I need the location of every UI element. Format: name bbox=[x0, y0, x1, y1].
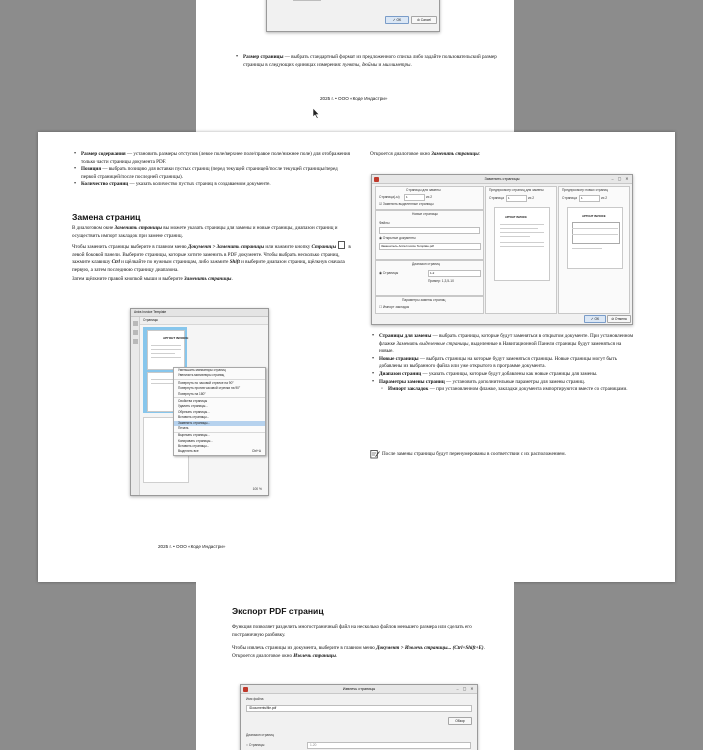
radio-selected-icon: ◉ bbox=[379, 271, 383, 275]
note-pencil-icon bbox=[370, 449, 380, 459]
checkbox-icon: ☐ bbox=[379, 305, 383, 309]
preview-replace-panel: Предпросмотр страниц для замены Страница 1 из 2 АРГОНТ INVOICE bbox=[485, 186, 557, 314]
app-title-bar: Anira Invoice Template bbox=[131, 309, 268, 317]
menu-item-rotate-ccw[interactable]: Повернуть против часовой стрелки на 90° bbox=[178, 386, 241, 391]
export-body bbox=[232, 624, 496, 660]
replace-params-group: Параметры замены страниц ☐ Импорт закладок bbox=[375, 296, 484, 314]
pages-to-replace-bullet: • Страницы для замены — выбрать страницы, которые будут заменяться в открытом документе. При установленном флажке Заменить выделенные страницы, выделенные в Навигационной Панели страницы будут заменяться на новые. bbox=[370, 333, 634, 356]
cancel-button[interactable]: ⊘ Cancel bbox=[411, 16, 437, 24]
page-range-group: Диапазон страниц ◉ Страницы 1-2 Пример: 1,3,5-10 bbox=[375, 260, 484, 296]
paragraph-1: В диалоговом окне Заменить страницы вы можете указать страницы для замены и новые страницы, диапазон страниц и осуществить импорт закладок при замене страниц. bbox=[72, 225, 338, 239]
new-pages-group: Новые страницы Файлы ◉ Открытые документы Заменитель Anira Invoice Template.pdf bbox=[375, 210, 484, 260]
mouse-cursor-icon bbox=[312, 108, 320, 119]
position-bullet: • Позиция — выбрать позицию для вставки пустых страниц (перед текущей страницей/после текущей страницы/перед первой страницей/после последней страницы). bbox=[72, 166, 352, 181]
right-bullets bbox=[370, 333, 634, 394]
page-thumbnail[interactable]: АРГОНТ INVOICE bbox=[147, 330, 185, 370]
content-size-bullet: • Размер содержания — установить размеры отступов (левое поле/верхнее поле/правое поле/нижнее поле) для отображения только части страницы документа PDF. bbox=[72, 151, 352, 166]
section-heading-replace: Замена страниц bbox=[72, 212, 141, 222]
page-size-bullet: • Размер страницы — выбрать стандартный формат из предложенного списка либо задайте пользовательский размер страницы в следующих единицах измерения: пункты, дюймы и миллиметры. bbox=[234, 54, 505, 69]
import-bookmarks-bullet: ◦ Импорт закладок — при установленном флажке, закладки документа импортируются вместе со страницами. bbox=[370, 386, 634, 394]
zoom-readout: 100 % bbox=[252, 487, 262, 491]
dialog-intro: Откроется диалоговое окно Заменить страницы: bbox=[370, 151, 481, 157]
menu-item-shrink-thumbs[interactable]: Уменьшить миниатюры страниц bbox=[178, 368, 226, 372]
export-paragraph-1: Функция позволяет разделить многостраничный файл на несколько файлов меньшего размера или сделать его постраничную разбивку. bbox=[232, 624, 472, 638]
context-menu bbox=[173, 367, 266, 456]
page-range-bullet: • Диапазон страниц — указать страницы, которые будут добавлены как новые страницы для замены. bbox=[370, 371, 634, 379]
checkbox-checked-icon: ☑ bbox=[379, 202, 383, 206]
open-documents-radio[interactable]: ◉ Открытые документы bbox=[379, 236, 416, 240]
menu-item-page-properties[interactable]: Свойства страницы bbox=[178, 398, 208, 403]
open-document-select[interactable]: Заменитель Anira Invoice Template.pdf bbox=[379, 243, 481, 250]
app-side-toolbar bbox=[131, 317, 140, 495]
top-page bbox=[196, 0, 514, 132]
menu-item-insert-pages[interactable]: Вставить страницы... bbox=[178, 415, 210, 420]
left-column bbox=[72, 151, 352, 189]
cancel-button[interactable]: ⊘ Отмена bbox=[607, 315, 631, 323]
page-count-bullet: • Количество страниц — указать количество пустых страниц в создаваемом документе. bbox=[72, 181, 352, 189]
new-file-field[interactable] bbox=[379, 227, 480, 234]
ok-button[interactable]: ✓ OK bbox=[385, 16, 409, 24]
window-controls-icon[interactable]: – ▢ ✕ bbox=[611, 177, 630, 181]
import-bookmarks-checkbox[interactable]: ☐ Импорт закладок bbox=[379, 305, 410, 309]
radio-selected-icon: ◉ bbox=[379, 236, 383, 240]
pages-radio[interactable]: ◉ Страницы bbox=[379, 271, 399, 275]
new-pages-bullet: • Новые страницы — выбрать страницы на которые будут заменяться страницы. Новые страницы могут быть добавлены из выбранного файла или уже открытого в программе документа. bbox=[370, 356, 634, 371]
pages-radio[interactable]: ○ Страницы bbox=[246, 743, 265, 747]
pages-panel-header: Страницы bbox=[140, 317, 268, 325]
preview-new-panel: Предпросмотр новых страниц Страница 1 из 2 АРГОНТ INVOICE bbox=[558, 186, 630, 314]
pages-panel-icon bbox=[338, 241, 345, 249]
range-field[interactable]: 1-2 bbox=[428, 270, 481, 277]
ok-check-icon: ✓ bbox=[392, 18, 397, 22]
menu-item-print[interactable]: Печать bbox=[178, 425, 189, 430]
menu-item-enlarge-thumbs[interactable]: Увеличить миниатюры страниц bbox=[178, 373, 225, 378]
page-footer: 2025 г. • ООО «Коде Индастри» bbox=[320, 96, 388, 101]
preview-right-page-field[interactable]: 1 bbox=[579, 195, 600, 202]
menu-item-select-all[interactable]: Выделить все Ctrl+A bbox=[178, 449, 261, 454]
cancel-x-icon: ⊘ bbox=[611, 317, 615, 321]
browse-button[interactable]: Обзор bbox=[448, 717, 472, 725]
pages-range-field[interactable]: 1-20 bbox=[307, 742, 471, 749]
note-text: После замены страницы будут перенумерованы в соответствии с их расположением. bbox=[382, 451, 566, 457]
menu-item-delete-pages[interactable]: Удалить страницы... bbox=[178, 404, 208, 409]
preview-left-page-field[interactable]: 1 bbox=[506, 195, 527, 202]
paragraph-3: Затем щёлкните правой кнопкой мыши и выберите Заменить страницы. bbox=[72, 275, 233, 282]
preview-page-replace: АРГОНТ INVOICE bbox=[494, 207, 550, 281]
radio-icon: ○ bbox=[246, 743, 249, 747]
menu-item-rotate-180[interactable]: Повернуть на 180° bbox=[178, 391, 206, 396]
replace-body bbox=[72, 225, 354, 283]
menu-item-paste-pages[interactable]: Вставить страницы... bbox=[178, 444, 210, 449]
paragraph-2: Чтобы заменить страницы выберите в главном меню Документ > Заменить страницы или нажмите кнопку Страницы в левой боковой панели. Выберите страницы, которые хотите заменить в PDF документе. Чтобы выбрать несколько страниц, зажмите клавишу Ctrl и щёлкайте по нужным страницам, либо зажмите Shift и выберите диапазон страниц, щёлкнув сначала первую, а затем последнюю страницу диапазона. bbox=[72, 241, 354, 274]
ok-check-icon: ✓ bbox=[590, 317, 595, 321]
preview-page-new: АРГОНТ INVOICE bbox=[567, 207, 623, 269]
select-all-shortcut: Ctrl+A bbox=[252, 449, 261, 454]
page-footer: 2025 г. • ООО «Коде Индастри» bbox=[158, 544, 226, 549]
dialog-title-bar: Заменить страницы – ▢ ✕ bbox=[372, 175, 632, 184]
sidebar-tool-icon[interactable] bbox=[133, 321, 138, 326]
next-page bbox=[196, 582, 514, 750]
extract-pages-dialog: Извлечь страницы – ▢ ✕ Имя файла /Documents/file.pdf Обзор Диапазон страниц ○ Страницы 1-20 bbox=[240, 684, 478, 750]
menu-item-rotate-cw[interactable]: Повернуть по часовой стрелке на 90° bbox=[178, 380, 234, 385]
pages-to-replace-group: Страницы для замены Страница(-ы) 1 из 2 ☑ Заменить выделенные страницы bbox=[375, 186, 484, 210]
create-count-field[interactable] bbox=[293, 0, 321, 1]
file-name-field[interactable]: /Documents/file.pdf bbox=[246, 705, 472, 712]
replace-selected-checkbox[interactable]: ☑ Заменить выделенные страницы bbox=[379, 202, 434, 206]
menu-item-replace-pages[interactable]: Заменить страницы... bbox=[174, 421, 265, 426]
dialog-title-bar: Извлечь страницы – ▢ ✕ bbox=[241, 685, 477, 694]
app-icon bbox=[374, 177, 379, 182]
sidebar-tool-icon[interactable] bbox=[133, 339, 138, 344]
blank-pages-dialog bbox=[266, 0, 440, 32]
ok-button[interactable]: ✓ OK bbox=[584, 315, 606, 323]
menu-item-copy-pages[interactable]: Копировать страницы... bbox=[178, 438, 213, 443]
replace-params-bullet: • Параметры замены страниц — установить дополнительные параметры для замены страниц. bbox=[370, 379, 634, 387]
replace-pages-dialog bbox=[371, 174, 633, 325]
window-controls-icon[interactable]: – ▢ ✕ bbox=[456, 687, 475, 691]
current-page bbox=[38, 132, 675, 582]
menu-item-crop-pages[interactable]: Обрезать страницы... bbox=[178, 409, 210, 414]
app-window-screenshot bbox=[130, 308, 269, 496]
export-paragraph-2: Чтобы извлечь страницы из документа, выберите в главном меню Документ > Извлечь страницы... (Ctrl+Shift+E). Откроется диалоговое окно Извлечь страницы. bbox=[232, 645, 485, 659]
menu-item-cut-pages[interactable]: Вырезать страницы... bbox=[178, 433, 210, 438]
app-icon bbox=[243, 687, 248, 692]
section-heading-export: Экспорт PDF страниц bbox=[232, 606, 324, 616]
cancel-x-icon: ⊘ bbox=[417, 18, 421, 22]
replace-from-field[interactable]: 1 bbox=[404, 194, 425, 201]
sidebar-tool-icon[interactable] bbox=[133, 330, 138, 335]
